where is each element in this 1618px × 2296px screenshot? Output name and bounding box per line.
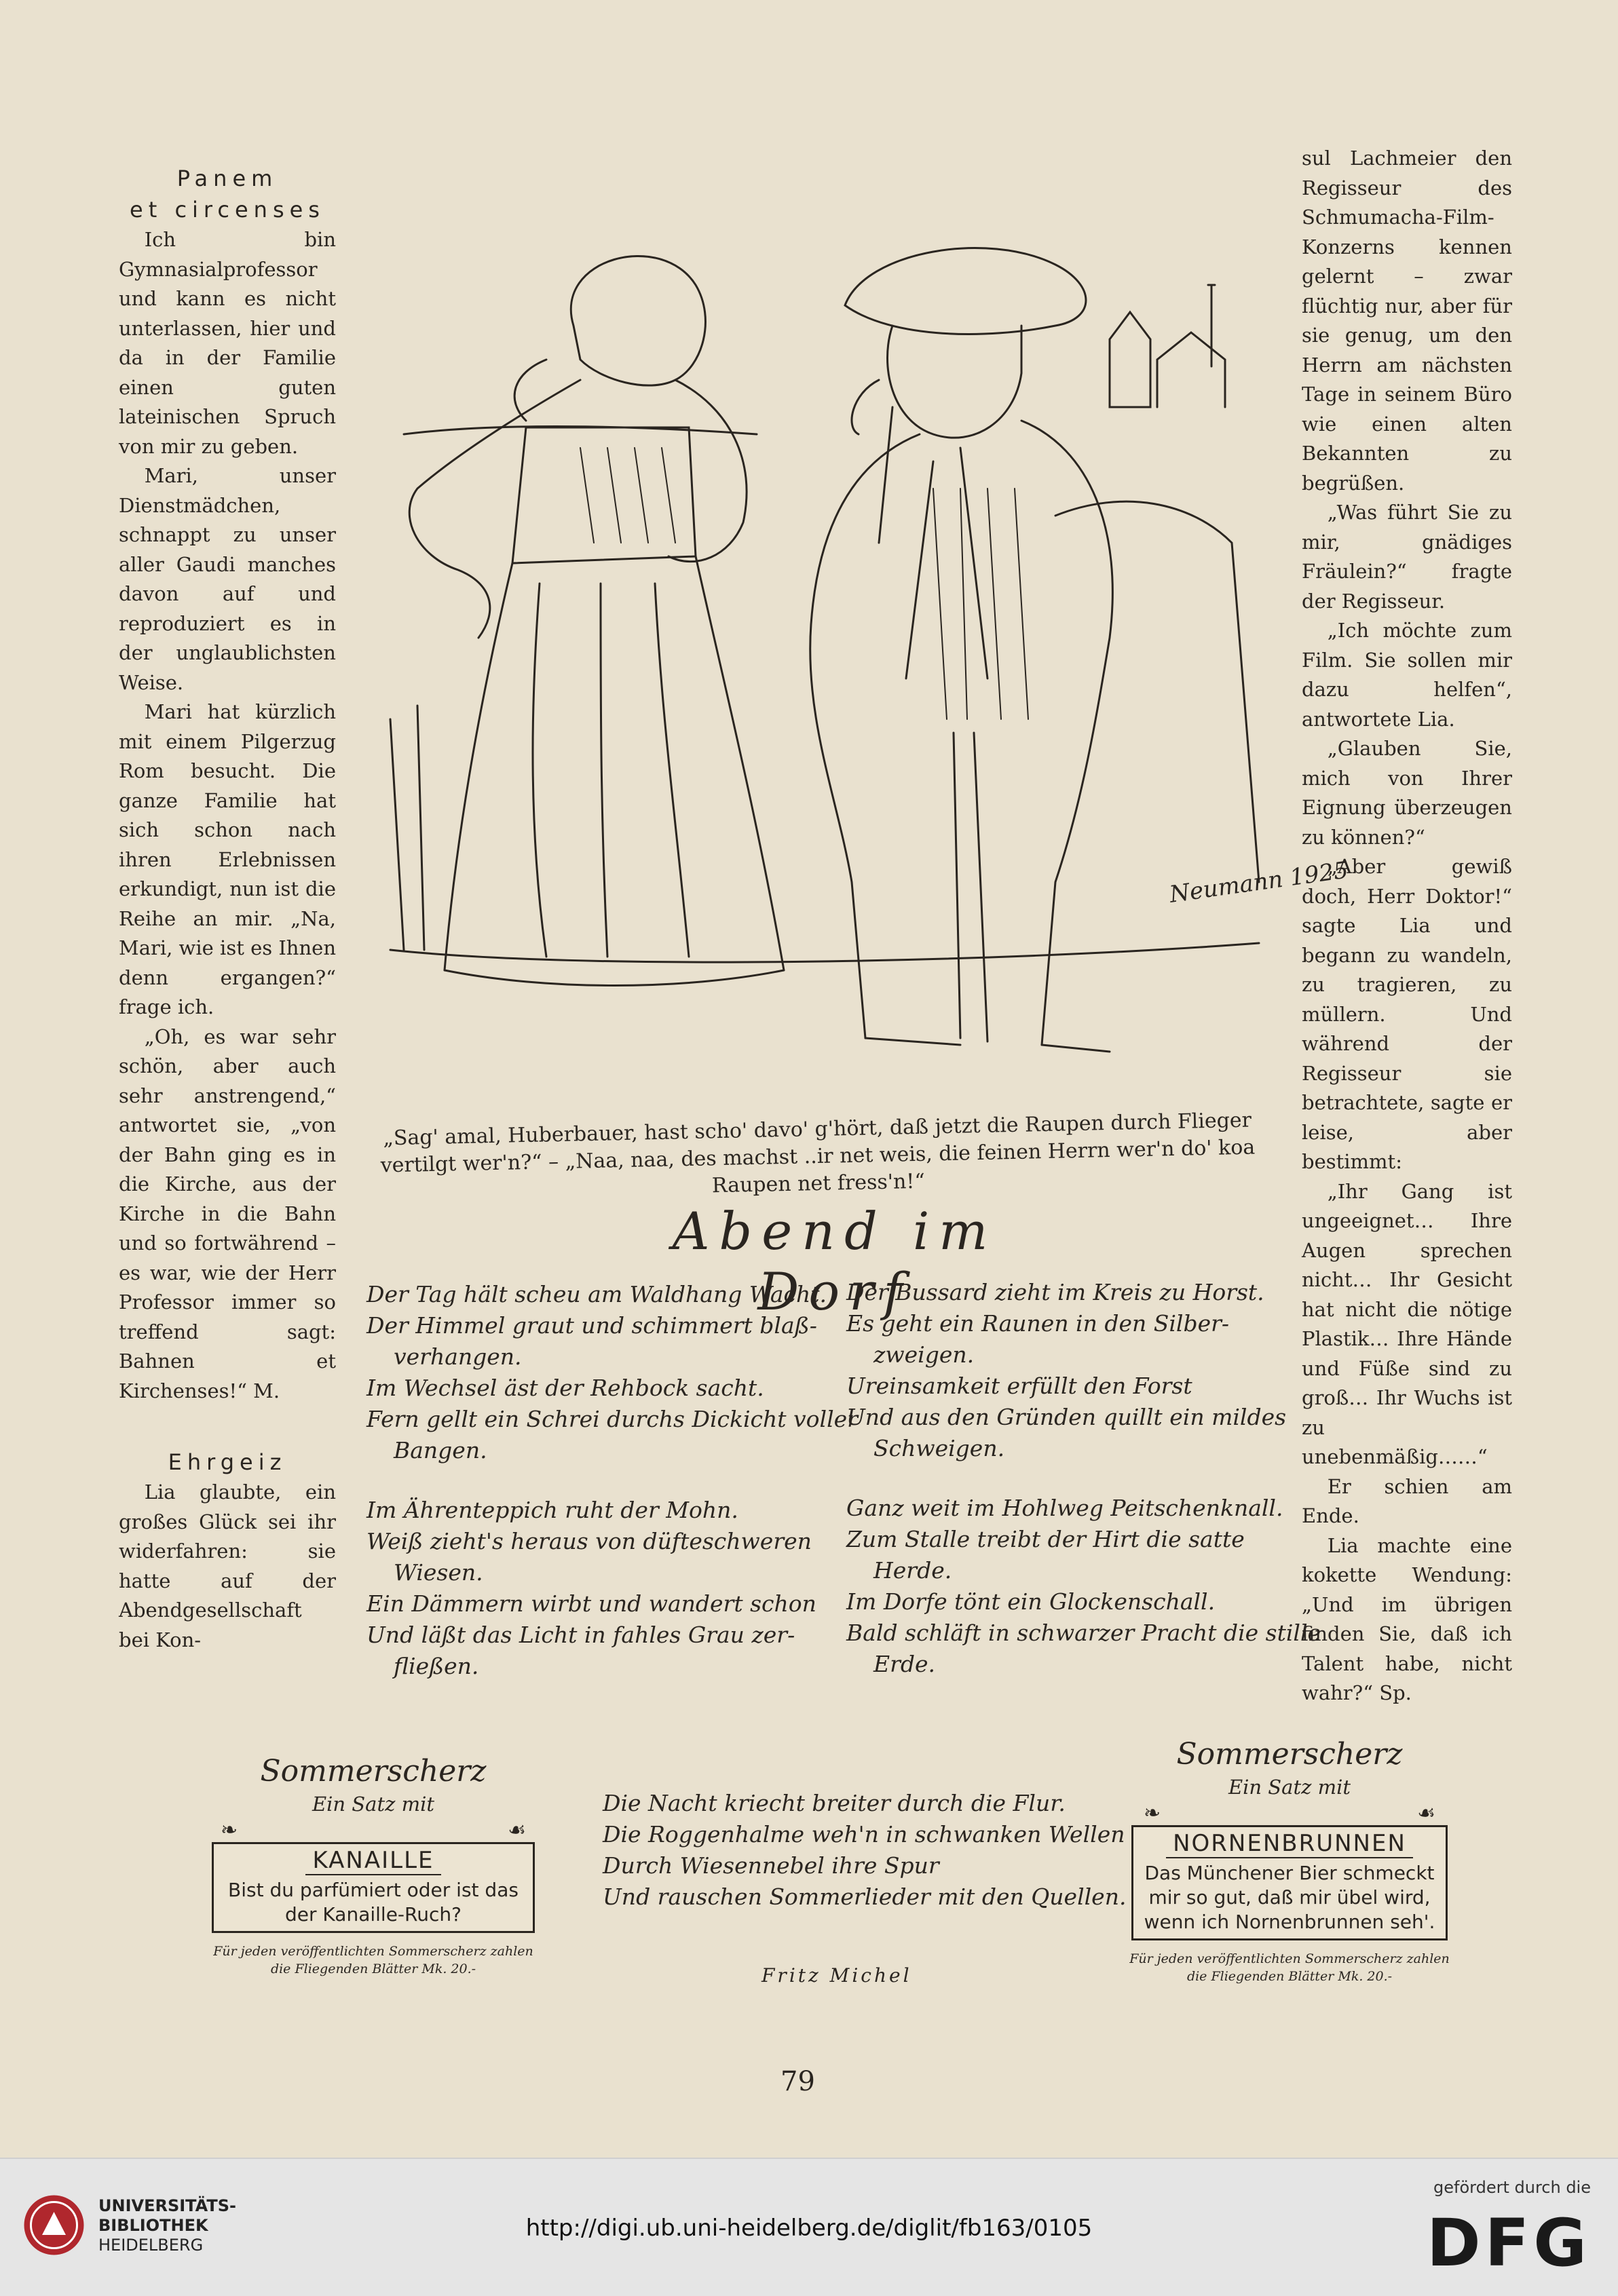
poem-line: Der Tag hält scheu am Waldhang Wacht. — [366, 1281, 827, 1307]
permalink-url[interactable]: http://digi.ub.uni-heidelberg.de/diglit/fb163/0105 — [525, 2215, 1093, 2242]
poem-line: Ureinsamkeit erfüllt den Forst — [846, 1373, 1192, 1399]
poem-line: Durch Wiesennebel ihre Spur — [603, 1852, 939, 1879]
ornament-row — [204, 1818, 543, 1842]
ad-box — [1131, 1825, 1448, 1940]
ad-brand: KANAILLE — [305, 1847, 440, 1875]
poem-line: Und läßt das Licht in fahles Grau zer- — [366, 1622, 795, 1648]
poem-line: verhangen. — [394, 1343, 522, 1370]
right-paragraph: „Glauben Sie, mich von Ihrer Eignung überzeugen zu können?“ — [1302, 737, 1512, 849]
panem-heading: Panem — [176, 166, 278, 191]
poem-line: Und aus den Gründen quillt ein mildes — [846, 1404, 1287, 1430]
circenses-heading: et circenses — [130, 197, 325, 223]
poem-line: Ein Dämmern wirbt und wandert schon — [366, 1590, 816, 1617]
ehrgeiz-paragraph: Lia glaubte, ein großes Glück sei ihr widerfahren: sie hatte auf der Abendgesellschaft bei Kon- — [119, 1480, 336, 1651]
stanza-break — [366, 1466, 858, 1495]
ornament-row — [1127, 1801, 1452, 1825]
stanza-break — [846, 1464, 1321, 1493]
right-paragraph: „Ihr Gang ist ungeeignet… Ihre Augen sprechen nicht… Ihr Gesicht hat nicht die nötige Plastik… Ihre Hände und Füße sind zu groß… Ihr Wuchs ist zu unebenmäßig……“ — [1302, 1179, 1512, 1468]
fleuron-icon: ☙ — [508, 1818, 526, 1842]
poem-line: Die Nacht kriecht breiter durch die Flur. — [603, 1790, 1066, 1816]
poem-line: Und rauschen Sommerlieder mit den Quellen. — [603, 1883, 1127, 1910]
poem-line: fließen. — [394, 1653, 479, 1679]
ad-fine-print: Für jeden veröffentlichten Sommerscherz zahlen die Fliegenden Blätter Mk. 20.- — [213, 1944, 533, 1976]
fleuron-icon: ❧ — [221, 1818, 238, 1842]
ad-title: Sommerscherz — [1176, 1737, 1403, 1772]
poem-line: Im Wechsel äst der Rehbock sacht. — [366, 1375, 764, 1401]
poem-line: Der Himmel graut und schimmert blaß- — [366, 1312, 817, 1339]
poem-line: Schweigen. — [873, 1435, 1005, 1461]
poem-line: Fern gellt ein Schrei durchs Dickicht voller — [366, 1406, 858, 1432]
poem-line: Herde. — [873, 1557, 952, 1584]
poem-line: Bangen. — [394, 1437, 487, 1463]
artist-signature: Neumann 1925 — [1167, 856, 1351, 908]
poem-line: Im Ährenteppich ruht der Mohn. — [366, 1497, 738, 1523]
sommerscherz-ad-nornenbrunnen — [1127, 1737, 1452, 1985]
sommerscherz-ad-kanaille — [204, 1754, 543, 1978]
left-column — [119, 163, 336, 1655]
right-paragraph: „Aber gewiß doch, Herr Doktor!“ sagte Lia und begann zu wandeln, zu tragieren, zu müllern. Und während der Regisseur sie betrachtete, sagte er leise, aber bestimmt: — [1302, 855, 1512, 1173]
poem-author: Fritz Michel — [761, 1964, 912, 1987]
ehrgeiz-heading: Ehrgeiz — [168, 1449, 287, 1475]
poem-right-column — [846, 1277, 1321, 1680]
left-paragraph: Ich bin Gymnasialprofessor und kann es nicht unterlassen, hier und da in der Familie einen guten lateinischen Spruch von mir zu geben. — [119, 228, 336, 458]
right-paragraph: Er schien am Ende. — [1302, 1474, 1512, 1527]
right-column — [1302, 144, 1512, 1708]
poem-line: Weiß zieht's heraus von düfteschweren — [366, 1528, 812, 1554]
ad-title: Sommerscherz — [260, 1754, 487, 1788]
left-paragraph: Mari hat kürzlich mit einem Pilgerzug Rom besucht. Die ganze Familie hat sich schon nach ihren Erlebnissen erkundigt, nun ist die Reihe an mir. „Na, Mari, wie ist es Ihnen denn ergangen?“ frage ich. — [119, 700, 336, 1018]
poem-final-stanza — [603, 1788, 1126, 1913]
ad-subtitle: Ein Satz mit — [1228, 1776, 1351, 1799]
right-paragraph: Lia machte eine kokette Wendung: „Und im übrigen finden Sie, daß ich Talent habe, nicht wahr?“ Sp. — [1302, 1533, 1512, 1704]
poem-line: Der Bussard zieht im Kreis zu Horst. — [846, 1279, 1264, 1305]
ad-subtitle: Ein Satz mit — [312, 1793, 435, 1816]
ad-fine-print: Für jeden veröffentlichten Sommerscherz zahlen die Fliegenden Blätter Mk. 20.- — [1129, 1951, 1450, 1984]
poem-line: Es geht ein Raunen in den Silber- — [846, 1310, 1230, 1337]
poem-line: Die Roggenhalme weh'n in schwanken Wellen — [603, 1821, 1125, 1848]
viewer-footer — [0, 2158, 1618, 2296]
poem-line: Im Dorfe tönt ein Glockenschall. — [846, 1588, 1216, 1615]
ad-body: Das Münchener Bier schmeckt mir so gut, daß mir übel wird, wenn ich Nornenbrunnen seh'. — [1144, 1862, 1435, 1933]
library-name: UNIVERSITÄTS- BIBLIOTHEK HEIDELBERG — [98, 2196, 237, 2255]
illustration-caption: „Sag' amal, Huberbauer, hast scho' davo' g'hört, daß jetzt die Raupen durch Flieger vertilgt wer'n?“ – „Naa, naa, des machst ..ir net weis, die feinen Herrn wer'n do' koa Raupen net fress'n!“ — [380, 1108, 1256, 1198]
poem-left-column — [366, 1279, 858, 1682]
funding-note: gefördert durch die — [1433, 2178, 1591, 2197]
illustration-two-villagers — [377, 204, 1351, 1099]
poem-title: Abend im Dorf — [672, 1201, 998, 1322]
poem-line: Wiesen. — [394, 1559, 483, 1586]
ad-brand: NORNENBRUNNEN — [1166, 1830, 1413, 1858]
right-paragraph: „Was führt Sie zu mir, gnädiges Fräulein?“ fragte der Regisseur. — [1302, 501, 1512, 613]
poem-line: Erde. — [873, 1651, 936, 1677]
dfg-logo: DFG — [1426, 2205, 1591, 2281]
poem-line: zweigen. — [873, 1341, 975, 1368]
page-number: 79 — [780, 2066, 815, 2097]
poem-line: Zum Stalle treibt der Hirt die satte — [846, 1526, 1245, 1552]
left-paragraph: Mari, unser Dienstmädchen, schnappt zu unser aller Gaudi manches davon auf und reproduziert es in der unglaublichsten Weise. — [119, 464, 336, 694]
poem-line: Bald schläft in schwarzer Pracht die stille — [846, 1620, 1321, 1646]
right-paragraph: „Ich möchte zum Film. Sie sollen mir dazu helfen“, antwortete Lia. — [1302, 619, 1512, 731]
ad-box — [212, 1842, 535, 1933]
right-paragraph: sul Lachmeier den Regisseur des Schmumacha-Film-Konzerns kennen gelernt – zwar flüchtig nur, aber für sie genug, um den Herrn am nächsten Tage in seinem Büro wie einen alten Bekannten zu begrüßen. — [1302, 147, 1512, 495]
poem-line: Ganz weit im Hohlweg Peitschenknall. — [846, 1495, 1283, 1521]
fleuron-icon: ☙ — [1417, 1801, 1435, 1825]
ad-body: Bist du parfümiert oder ist das der Kanaille-Ruch? — [228, 1879, 519, 1926]
fleuron-icon: ❧ — [1144, 1801, 1161, 1825]
left-paragraph: „Oh, es war sehr schön, aber auch sehr anstrengend,“ antwortet sie, „von der Bahn ging es in die Kirche, aus der Kirche in die Bahn und so fortwährend – es war, wie der Herr Professor immer so treffend sagt: Bahnen et Kirchenses!“ M. — [119, 1025, 336, 1402]
